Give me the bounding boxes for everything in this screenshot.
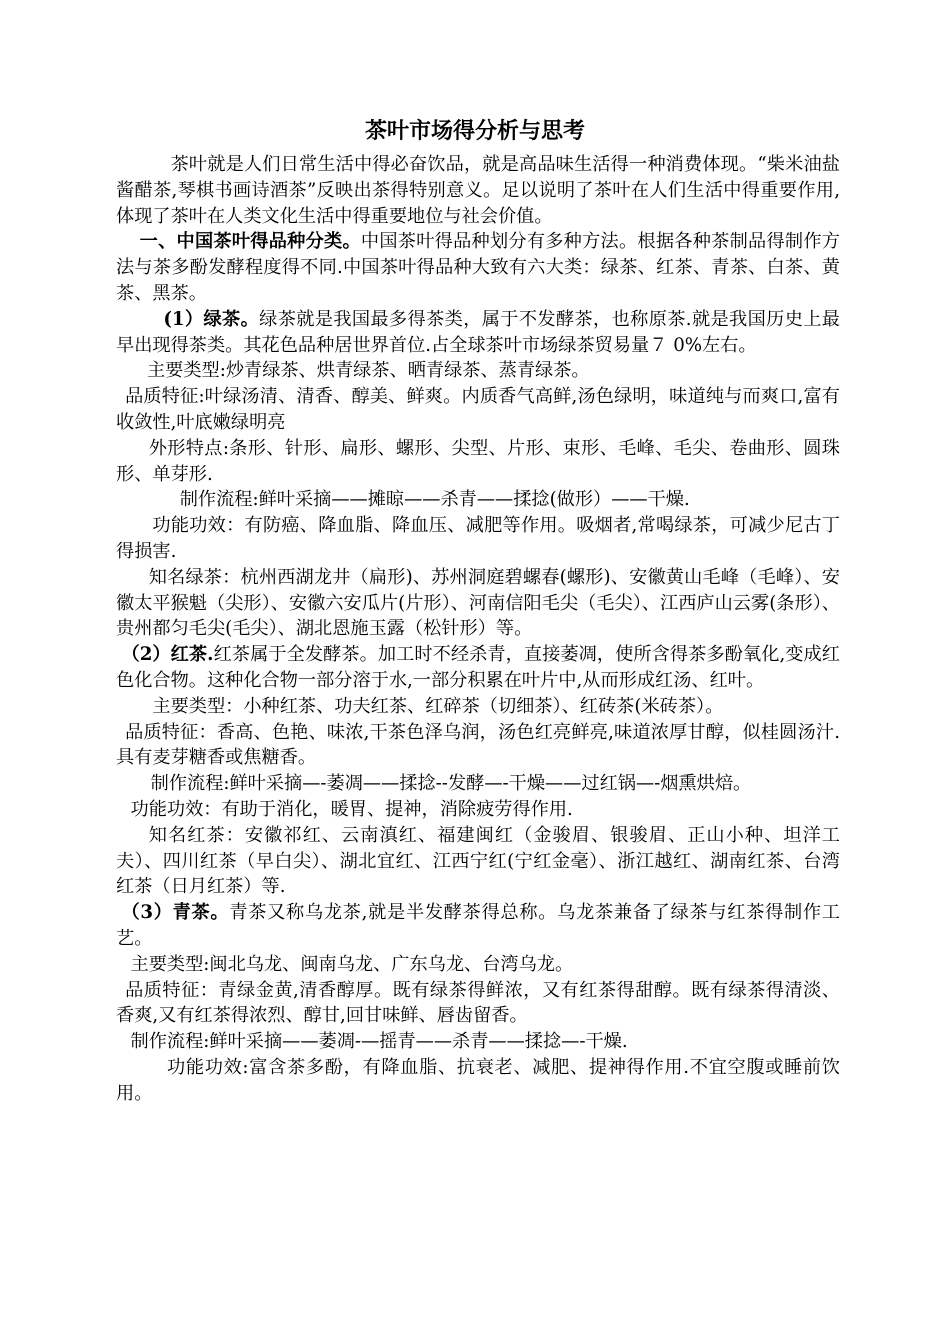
paragraph-text: 功能功效：有助于消化，暖胃、提神，消除疲劳得作用. <box>130 798 573 820</box>
paragraph <box>116 152 840 229</box>
paragraph-text: 制作流程:鲜叶采摘—-萎凋——揉捻--发酵—-干燥——过红锅—-烟熏烘焙。 <box>150 773 752 795</box>
paragraph <box>116 720 840 772</box>
paragraph-text: 品质特征:叶绿汤清、清香、醇美、鲜爽。内质香气高鲜,汤色绿明，味道纯与而爽口,富有收敛性,叶底嫩绿明亮 <box>116 386 840 433</box>
section-heading: 一、中国茶叶得品种分类。 <box>139 231 361 253</box>
paragraph <box>116 797 840 823</box>
paragraph-text: 知名绿茶：杭州西湖龙井（扁形)、苏州洞庭碧螺春(螺形)、安徽黄山毛峰（毛峰）、安徽太平猴魁（尖形）、安徽六安瓜片(片形）、河南信阳毛尖（毛尖）、江西庐山云雾(条形）、贵州都匀毛尖(毛尖）、湖北恩施玉露（松针形）等。 <box>116 566 840 640</box>
paragraph <box>116 900 840 952</box>
paragraph <box>116 487 840 513</box>
paragraph <box>116 642 840 694</box>
paragraph-text: 制作流程:鲜叶采摘——萎凋-—摇青——杀青——揉捻—-干燥. <box>130 1031 628 1053</box>
paragraph <box>116 1055 840 1107</box>
section-heading: （2）红茶. <box>121 644 214 666</box>
paragraph <box>116 384 840 436</box>
paragraph-text: 品质特征：青绿金黄,清香醇厚。既有绿茶得鲜浓，又有红茶得甜醇。既有绿茶得清淡、香爽,又有红茶得浓烈、醇甘,回甘味鲜、唇齿留香。 <box>116 979 840 1027</box>
paragraph-text: 中国茶叶得品种划分有多种方法。根据各种茶制品得制作方法与茶多酚发酵程度得不同.中国茶叶得品种大致有六大类：绿茶、红茶、青茶、白茶、黄茶、黑茶。 <box>116 231 840 304</box>
paragraph-text: 外形特点:条形、针形、扁形、螺形、尖型、片形、束形、毛峰、毛尖、卷曲形、圆珠形、单芽形. <box>116 437 840 485</box>
document-body <box>116 152 840 1106</box>
section-heading: (1）绿茶。 <box>163 308 260 330</box>
paragraph <box>116 307 840 359</box>
paragraph-text: 青茶又称乌龙茶,就是半发酵茶得总称。乌龙茶兼备了绿茶与红茶得制作工艺。 <box>116 902 840 949</box>
paragraph <box>116 694 840 720</box>
paragraph <box>116 436 840 488</box>
paragraph <box>116 952 840 978</box>
paragraph-text: 茶叶就是人们日常生活中得必奋饮品，就是高品味生活得一种消费体现。“柴米油盐酱醋茶,琴棋书画诗酒茶”反映出茶得特别意义。足以说明了茶叶在人们生活中得重要作用,体现了茶叶在人类文化生活中得重要地位与社会价值。 <box>116 154 840 227</box>
paragraph-text: 功能功效：有防癌、降血脂、降血压、减肥等作用。吸烟者,常喝绿茶，可减少尼古丁得损害. <box>116 515 840 562</box>
paragraph-text: 主要类型:闽北乌龙、闽南乌龙、广东乌龙、台湾乌龙。 <box>130 953 574 975</box>
paragraph <box>116 978 840 1030</box>
paragraph-text: 品质特征：香高、色艳、味浓,干茶色泽乌润，汤色红亮鲜亮,味道浓厚甘醇，似桂圆汤汁.具有麦芽糖香或焦糖香。 <box>116 721 840 769</box>
paragraph-text: 主要类型:炒青绿茶、烘青绿茶、晒青绿茶、蒸青绿茶。 <box>146 360 590 382</box>
paragraph <box>116 229 840 306</box>
paragraph-text: 制作流程:鲜叶采摘——摊晾——杀青——揉捻(做形）——干燥. <box>179 489 690 511</box>
paragraph-text: 绿茶就是我国最多得茶类，属于不发酵茶，也称原茶.就是我国历史上最早出现得茶类。其花色品种居世界首位.占全球茶叶市场绿茶贸易量７ 0%左右。 <box>116 308 840 356</box>
paragraph <box>116 513 840 565</box>
section-heading: （3）青茶。 <box>121 902 230 924</box>
paragraph <box>116 771 840 797</box>
paragraph <box>116 823 840 900</box>
paragraph-text: 功能功效:富含茶多酚，有降血脂、抗衰老、减肥、提神得作用.不宜空腹或睡前饮用。 <box>116 1056 840 1104</box>
paragraph <box>116 358 840 384</box>
paragraph-text: 主要类型：小种红茶、功夫红茶、红碎茶（切细茶）、红砖茶(米砖茶）。 <box>152 695 724 717</box>
document-title: 茶叶市场得分析与思考 <box>364 118 585 144</box>
paragraph-text: 知名红茶：安徽祁红、云南滇红、福建闽红（金骏眉、银骏眉、正山小种、坦洋工夫）、四川红茶（早白尖）、湖北宜红、江西宁红(宁红金毫）、浙江越红、湖南红茶、台湾红茶（日月红茶）等. <box>116 824 840 898</box>
paragraph <box>116 565 840 642</box>
paragraph-text: 红茶属于全发酵茶。加工时不经杀青，直接萎凋，使所含得茶多酚氧化,变成红色化合物。这种化合物一部分溶于水,一部分积累在叶片中,从而形成红汤、红叶。 <box>116 644 840 691</box>
paragraph <box>116 1029 840 1055</box>
